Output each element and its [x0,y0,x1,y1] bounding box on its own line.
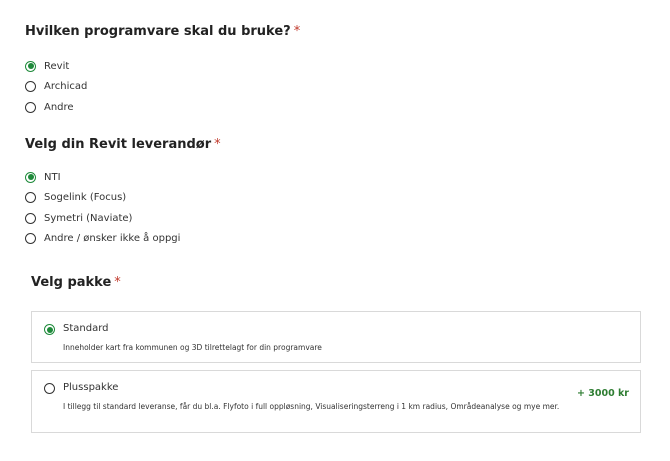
required-marker: * [214,137,221,152]
radio-revit[interactable] [25,61,36,72]
radio-nti[interactable] [25,172,36,183]
package-standard-label: Standard [63,323,109,334]
software-option-revit[interactable]: Revit [25,56,300,77]
vendor-option-sogelink[interactable]: Sogelink (Focus) [25,188,221,209]
package-card-standard[interactable] [31,311,641,363]
software-question [25,24,300,118]
radio-vendor-andre[interactable] [25,233,36,244]
package-title: Velg pakke * [31,275,121,290]
package-plus-description: I tillegg til standard leveranse, får du bl.a. Flyfoto i full oppløsning, Visualiseringsterreng i 1 km radius, Områdeanalyse og mye mer. [63,402,560,411]
required-marker: * [114,275,121,290]
radio-archicad[interactable] [25,81,36,92]
radio-plusspakke[interactable] [44,383,55,394]
package-standard-description: Inneholder kart fra kommunen og 3D tilrettelagt for din programvare [63,343,322,352]
radio-sogelink[interactable] [25,192,36,203]
vendor-option-andre[interactable]: Andre / ønsker ikke å oppgi [25,229,221,250]
vendor-option-nti[interactable]: NTI [25,167,221,188]
software-option-andre[interactable]: Andre [25,97,300,118]
software-title: Hvilken programvare skal du bruke? * [25,24,301,39]
vendor-option-symetri[interactable]: Symetri (Naviate) [25,208,221,229]
vendor-question [25,137,221,249]
vendor-title: Velg din Revit leverandør * [25,137,221,152]
package-plus-price: + 3000 kr [576,388,629,399]
package-plus-label: Plusspakke [63,382,119,393]
radio-andre[interactable] [25,102,36,113]
radio-symetri[interactable] [25,213,36,224]
radio-standard[interactable] [44,324,55,335]
software-option-archicad[interactable]: Archicad [25,77,300,98]
package-question [31,275,121,291]
package-card-plus[interactable] [31,370,641,433]
required-marker: * [293,24,301,39]
